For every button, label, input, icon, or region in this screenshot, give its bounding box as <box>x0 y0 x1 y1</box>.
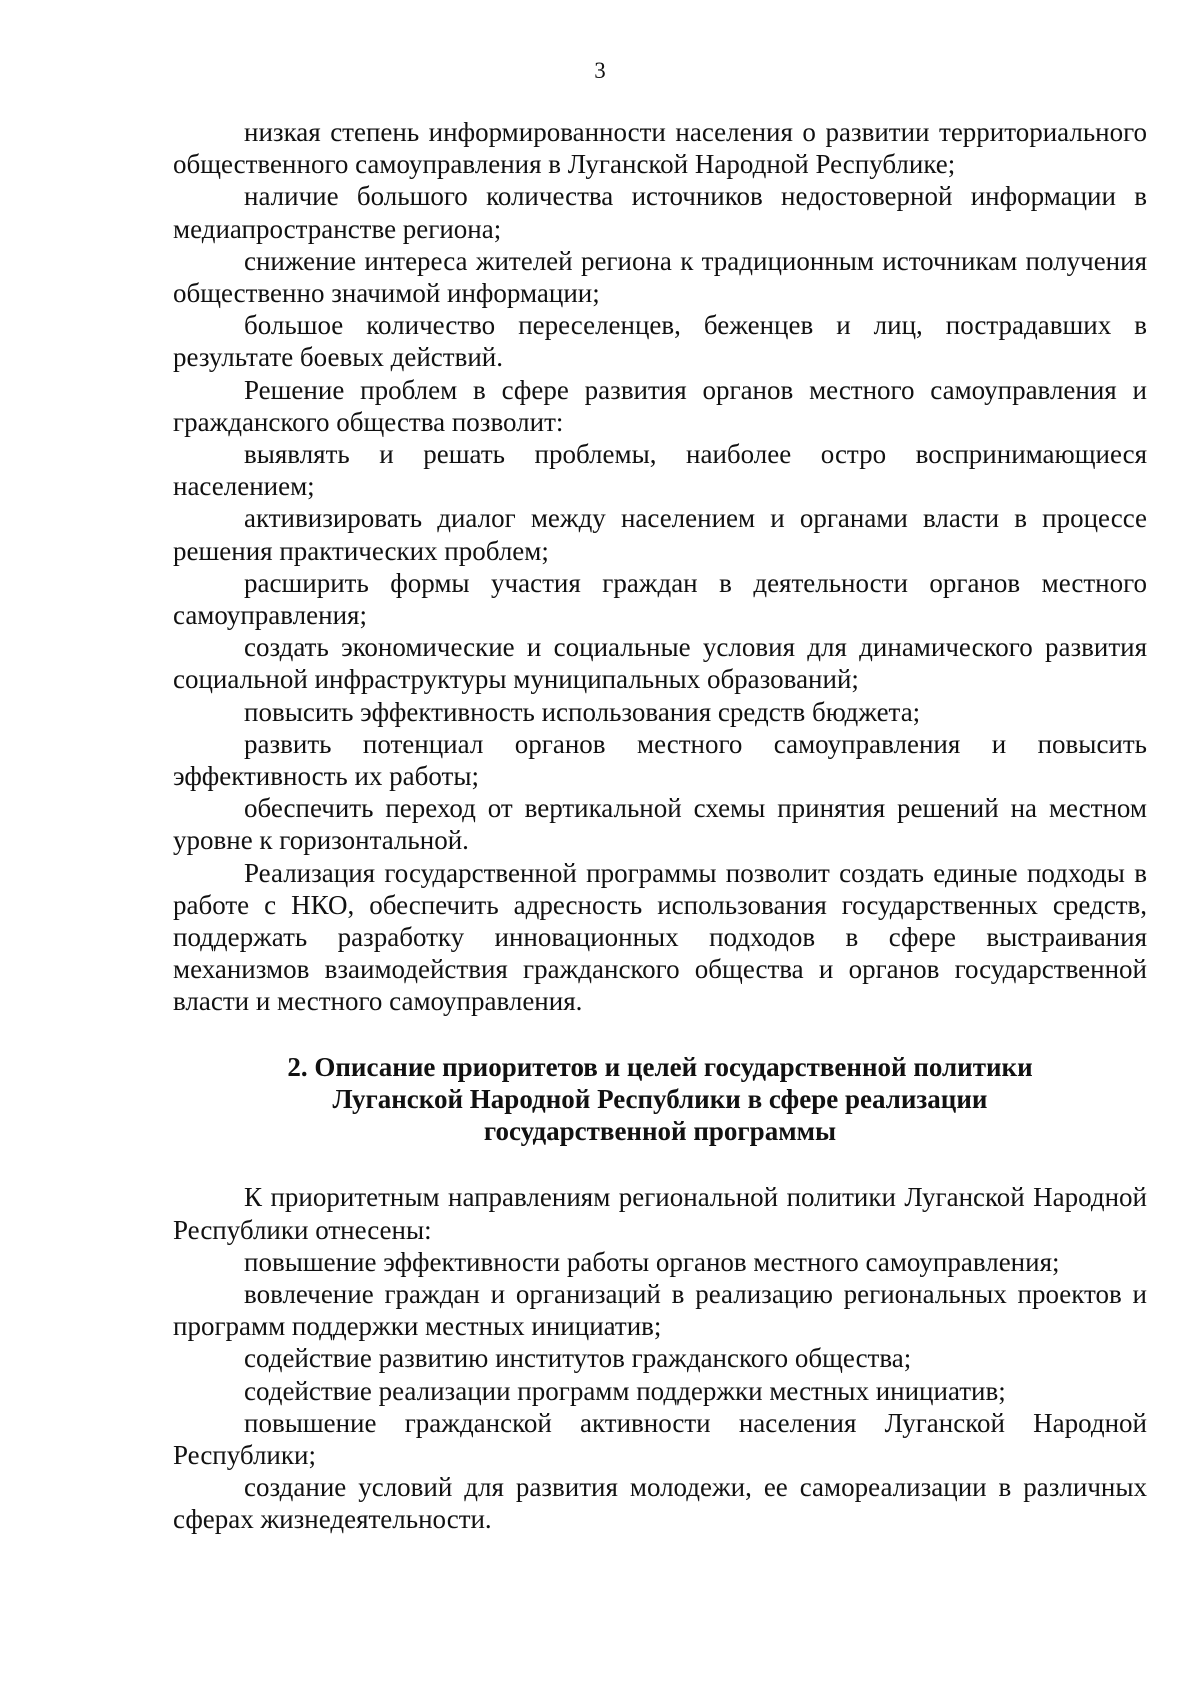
paragraph: низкая степень информированности населения о развитии территориального общественного самоуправления в Луганской Народной Республике; <box>173 117 1147 180</box>
paragraph: большое количество переселенцев, беженцев и лиц, пострадавших в результате боевых действий. <box>173 310 1147 373</box>
paragraph: содействие реализации программ поддержки местных инициатив; <box>244 1375 1006 1406</box>
paragraph: создать экономические и социальные условия для динамического развития социальной инфраструктуры муниципальных образований; <box>173 632 1147 695</box>
paragraph: снижение интереса жителей региона к традиционным источникам получения общественно значимой информации; <box>173 245 1147 309</box>
paragraph: активизировать диалог между населением и органами власти в процессе решения практических проблем; <box>173 503 1147 566</box>
section-heading-line: 2. Описание приоритетов и целей государственной политики <box>287 1051 1033 1082</box>
paragraph: Реализация государственной программы позволит создать единые подходы в работе с НКО, обеспечить адресность использования государственных средств, поддержать разработку инновационных подходов в сфере выстраивания механизмов взаимодействия гражданского общества и органов государственной власти и местного самоуправления. <box>173 857 1147 1017</box>
paragraph: содействие развитию институтов гражданского общества; <box>244 1343 912 1374</box>
section-spacer <box>173 1147 1147 1181</box>
paragraph: повышение эффективности работы органов местного самоуправления; <box>244 1246 1060 1277</box>
paragraph: создание условий для развития молодежи, ее самореализации в различных сферах жизнедеятельности. <box>173 1472 1147 1535</box>
paragraph: повысить эффективность использования средств бюджета; <box>244 696 921 727</box>
section-heading-line: государственной программы <box>483 1116 837 1147</box>
paragraph: развить потенциал органов местного самоуправления и повысить эффективность их работы; <box>173 728 1147 792</box>
paragraph: обеспечить переход от вертикальной схемы принятия решений на местном уровне к горизонтальной. <box>173 793 1147 856</box>
paragraph: наличие большого количества источников недостоверной информации в медиапространстве региона; <box>173 181 1147 244</box>
section-heading-line: Луганской Народной Республики в сфере реализации <box>332 1083 988 1114</box>
document-body <box>173 116 1147 1536</box>
paragraph: расширить формы участия граждан в деятельности органов местного самоуправления; <box>173 567 1147 631</box>
paragraph: повышение гражданской активности населения Луганской Народной Республики; <box>173 1407 1147 1470</box>
paragraph: К приоритетным направлениям региональной политики Луганской Народной Республики отнесены: <box>173 1182 1147 1245</box>
section-heading <box>173 1051 1147 1148</box>
paragraph: выявлять и решать проблемы, наиболее остро воспринимающиеся населением; <box>173 439 1147 502</box>
paragraph: вовлечение граждан и организаций в реализацию региональных проектов и программ поддержки местных инициатив; <box>173 1278 1147 1342</box>
paragraph: Решение проблем в сфере развития органов местного самоуправления и гражданского общества позволит: <box>173 374 1147 437</box>
section-spacer <box>173 1018 1147 1051</box>
page-number: 3 <box>594 58 606 83</box>
